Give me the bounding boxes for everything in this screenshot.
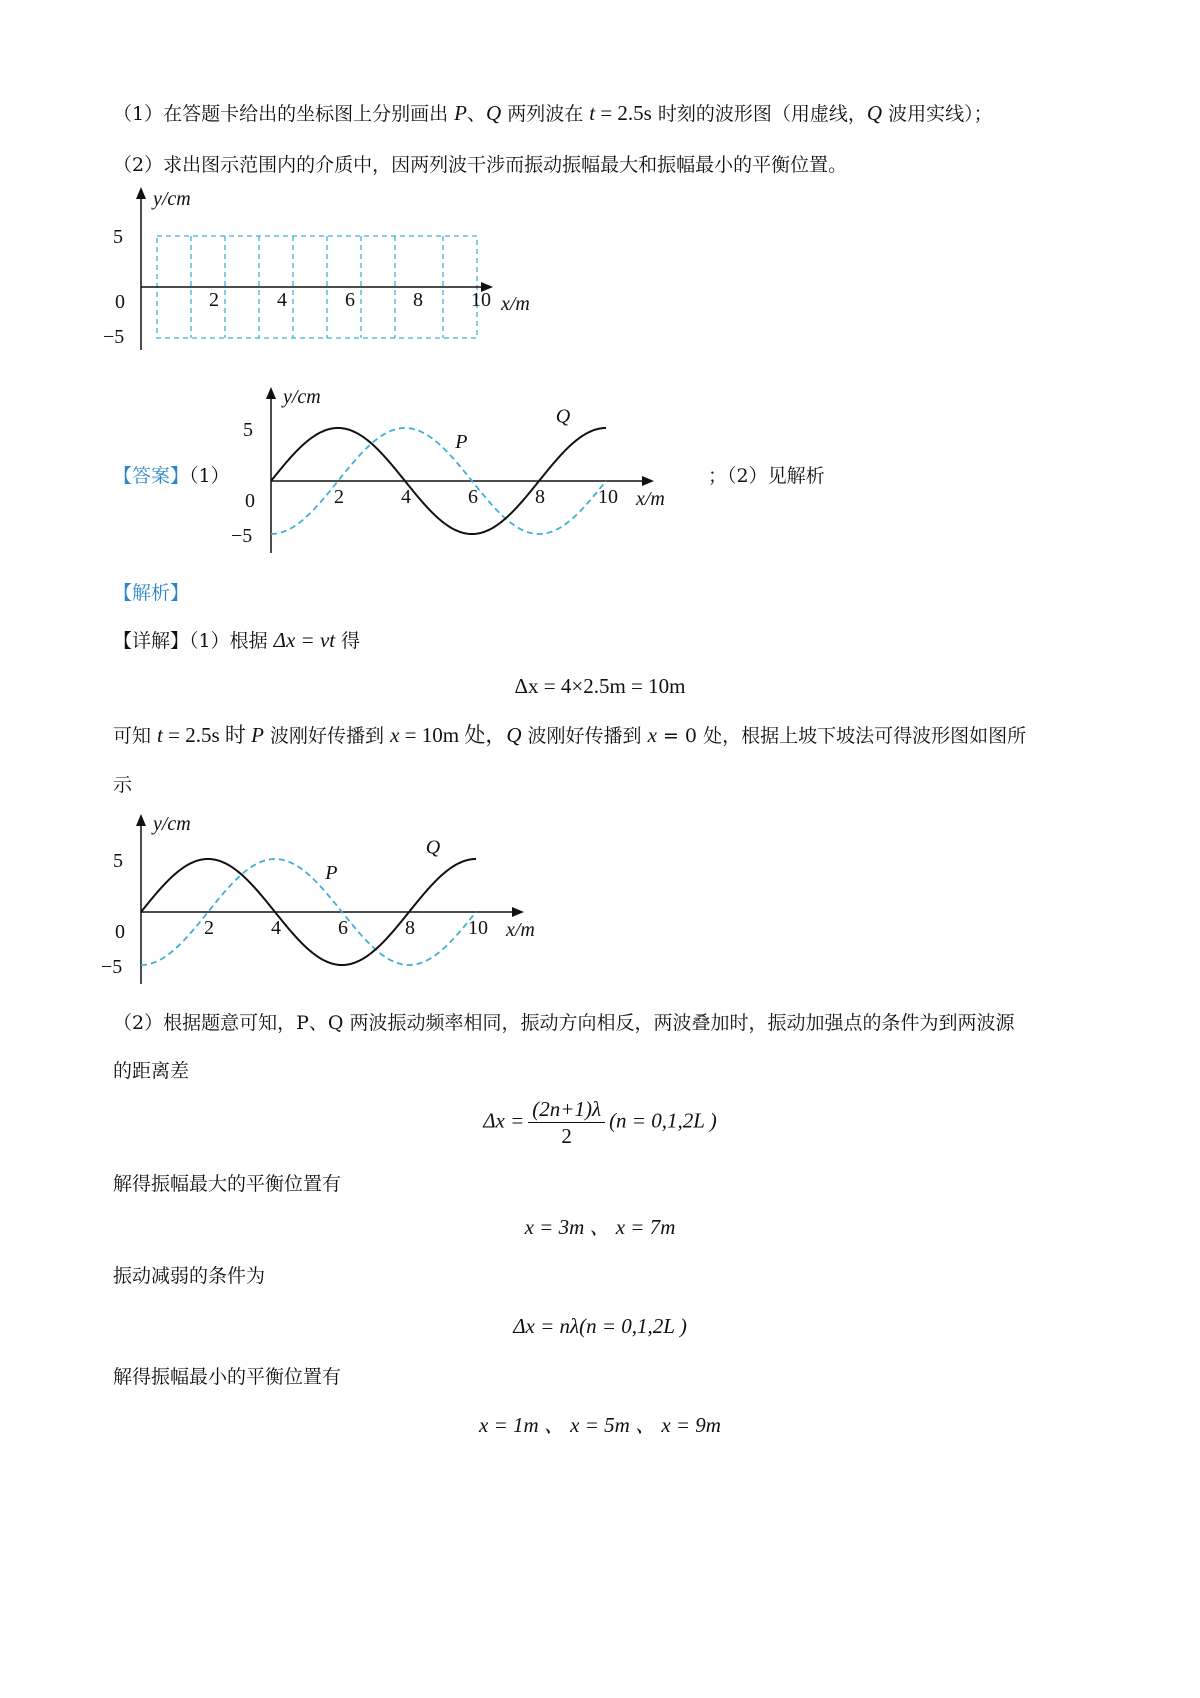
x-axis-label: x/m xyxy=(506,919,535,941)
y-axis-label: y/cm xyxy=(153,813,191,835)
q1-mid: 两列波在 xyxy=(501,103,590,125)
x-tick-8: 8 xyxy=(405,917,415,939)
answer-tag-line xyxy=(113,463,230,489)
x-tick-4: 4 xyxy=(401,486,411,508)
result-c: 波刚好传播到 xyxy=(263,725,391,747)
x-tick-2: 2 xyxy=(209,289,219,311)
y-tick-neg5: −5 xyxy=(101,956,123,978)
x-tick-4: 4 xyxy=(271,917,281,939)
x-tick-2: 2 xyxy=(204,917,214,939)
equation-3: x = 3m 、 x = 7m xyxy=(524,1215,676,1239)
x-tick-8: 8 xyxy=(535,486,545,508)
q1-eq: = 2.5s xyxy=(595,101,652,125)
q1-sep: 、 xyxy=(466,103,486,125)
blank-grid-graph xyxy=(105,185,545,365)
detail-wave-graph xyxy=(101,812,575,992)
detail-tag: 【详解】 xyxy=(113,630,190,652)
result-line xyxy=(113,722,1026,749)
result-cont: 示 xyxy=(113,774,133,796)
y-axis-label: y/cm xyxy=(283,386,321,408)
x-tick-6: 6 xyxy=(338,917,348,939)
min-text: 解得振幅最小的平衡位置有 xyxy=(113,1366,342,1388)
part2-intro1: （2）根据题意可知，P、Q 两波振动频率相同，振动方向相反，两波叠加时，振动加强点的条件为到两波源 xyxy=(113,1012,1015,1034)
q1-pre: （1）在答题卡给出的坐标图上分别画出 xyxy=(113,103,455,125)
equation-1: Δx = 4×2.5m = 10m xyxy=(514,674,686,698)
wave-p-label: P xyxy=(455,431,468,454)
eq2-den: 2 xyxy=(561,1124,572,1148)
result-a: 可知 xyxy=(113,725,158,747)
detail-post: 得 xyxy=(335,630,361,652)
x-tick-2: 2 xyxy=(334,486,344,508)
y-tick-5: 5 xyxy=(243,419,253,441)
result-e: 波刚好传播到 xyxy=(521,725,648,747)
answer-wave-graph xyxy=(231,385,705,565)
x-tick-8: 8 xyxy=(413,289,423,311)
question-1 xyxy=(113,100,993,127)
q1-p: P xyxy=(454,101,467,125)
detail-part: （1）根据 xyxy=(189,630,274,652)
result-t: t xyxy=(157,723,163,747)
q1-post: 时刻的波形图（用虚线， xyxy=(651,103,867,125)
wave-p-label: P xyxy=(325,862,338,885)
part2-intro2: 的距离差 xyxy=(113,1060,190,1082)
x-tick-6: 6 xyxy=(468,486,478,508)
x-tick-10: 10 xyxy=(598,486,618,508)
result-x1: x xyxy=(390,723,400,747)
x-tick-10: 10 xyxy=(471,289,491,311)
answer-tail xyxy=(708,463,825,489)
eq2-fraction xyxy=(528,1096,605,1149)
y-arrow-icon xyxy=(136,187,146,199)
answer-part1: （1） xyxy=(189,465,230,487)
wave-q-label: Q xyxy=(555,405,571,428)
max-text: 解得振幅最大的平衡位置有 xyxy=(113,1173,342,1195)
q1-q: Q xyxy=(485,101,502,125)
answer-sep: ； xyxy=(708,465,728,487)
eq2-lhs: Δx = xyxy=(483,1108,525,1133)
x-axis-label: x/m xyxy=(501,293,530,315)
answer-tag: 【答案】 xyxy=(113,465,190,487)
result-x2: x xyxy=(647,723,657,747)
equation-2 xyxy=(0,1096,1200,1149)
detail-line xyxy=(113,627,360,654)
result-q: Q xyxy=(506,723,522,747)
result-p: P xyxy=(251,723,264,747)
question-2: （2）求出图示范围内的介质中，因两列波干涉而振动振幅最大和振幅最小的平衡位置。 xyxy=(113,154,848,176)
result-d: = 10m 处， xyxy=(399,723,507,747)
result-b: = 2.5s 时 xyxy=(162,723,252,747)
x-arrow-icon xyxy=(512,907,524,917)
detail-formula: Δx = vt xyxy=(273,628,336,652)
y-tick-neg5: −5 xyxy=(231,525,253,547)
y-arrow-icon xyxy=(136,814,146,826)
q1-t: t xyxy=(589,101,596,125)
y-tick-5: 5 xyxy=(113,226,123,248)
origin-label: 0 xyxy=(115,921,125,943)
y-axis-label: y/cm xyxy=(153,188,191,210)
result-f: = 0 处，根据上坡下坡法可得波形图如图所 xyxy=(656,725,1027,747)
y-tick-neg5: −5 xyxy=(103,326,125,348)
analysis-label: 【解析】 xyxy=(113,582,190,604)
eq2-num: (2n+1)λ xyxy=(528,1096,605,1123)
wave-q-label: Q xyxy=(425,836,441,859)
y-arrow-icon xyxy=(266,387,276,399)
y-tick-5: 5 xyxy=(113,850,123,872)
x-tick-10: 10 xyxy=(468,917,488,939)
q1-q2: Q xyxy=(866,101,883,125)
origin-label: 0 xyxy=(115,291,125,313)
answer-part2: （2）见解析 xyxy=(727,465,825,487)
equation-4: Δx = nλ(n = 0,1,2L ) xyxy=(513,1314,687,1338)
x-tick-6: 6 xyxy=(345,289,355,311)
q1-tail: 波用实线）； xyxy=(882,103,993,125)
eq2-cond: (n = 0,1,2L ) xyxy=(609,1108,717,1133)
weak-text: 振动减弱的条件为 xyxy=(113,1265,266,1287)
x-axis-label: x/m xyxy=(636,488,665,510)
x-arrow-icon xyxy=(642,476,654,486)
equation-5: x = 1m 、 x = 5m 、 x = 9m xyxy=(479,1413,721,1437)
origin-label: 0 xyxy=(245,490,255,512)
x-tick-4: 4 xyxy=(277,289,287,311)
analysis-tag xyxy=(113,580,189,606)
